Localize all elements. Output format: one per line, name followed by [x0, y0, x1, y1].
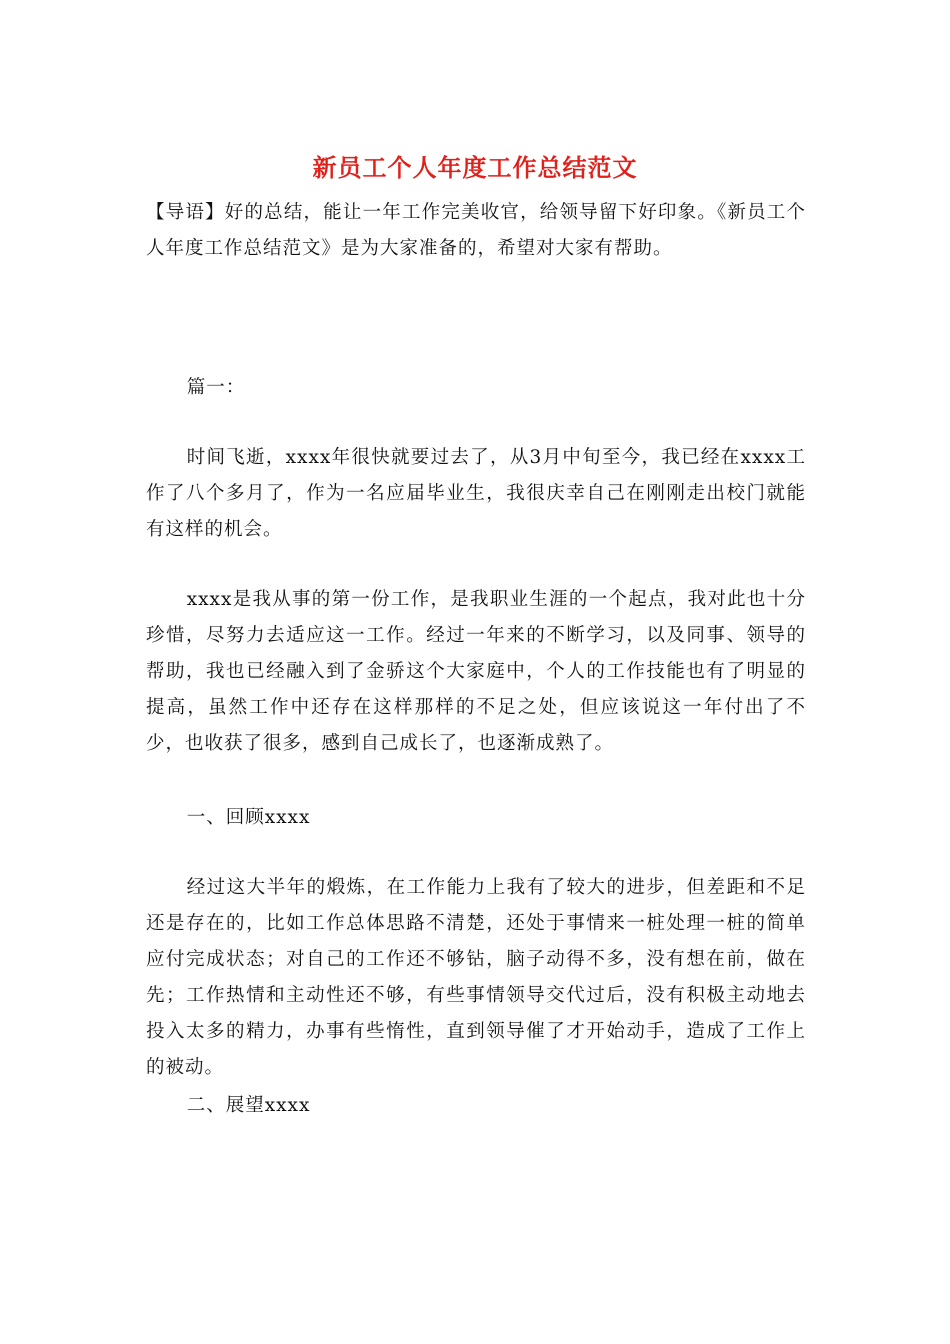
section-heading-review: 一、回顾xxxx: [186, 807, 311, 828]
part-label: 篇一：: [186, 377, 246, 398]
section-heading-outlook: 二、展望xxxx: [186, 1095, 311, 1116]
body-paragraph-2: xxxx是我从事的第一份工作，是我职业生涯的一个起点，我对此也十分珍惜，尽努力去适应这一工作。经过一年来的不断学习，以及同事、领导的帮助，我也已经融入到了金骄这个大家庭中，个人的工作技能也有了明显的提高，虽然工作中还存在这样那样的不足之处，但应该说这一年付出了不少，也收获了很多，感到自己成长了，也逐渐成熟了。: [146, 589, 806, 754]
body-paragraph-3: 经过这大半年的煅炼，在工作能力上我有了较大的进步，但差距和不足还是存在的，比如工作总体思路不清楚，还处于事情来一桩处理一桩的简单应付完成状态；对自己的工作还不够钻，脑子动得不多，没有想在前，做在先；工作热情和主动性还不够，有些事情领导交代过后，没有积极主动地去投入太多的精力，办事有些惰性，直到领导催了才开始动手，造成了工作上的被动。: [146, 877, 806, 1078]
body-paragraph-1: 时间飞逝，xxxx年很快就要过去了，从3月中旬至今，我已经在xxxx工作了八个多月了，作为一名应届毕业生，我很庆幸自己在刚刚走出校门就能有这样的机会。: [146, 447, 806, 540]
document-title: 新员工个人年度工作总结范文: [312, 153, 638, 182]
lead-paragraph: 【导语】好的总结，能让一年工作完美收官，给领导留下好印象。《新员工个人年度工作总结范文》是为大家准备的，希望对大家有帮助。: [146, 202, 806, 259]
